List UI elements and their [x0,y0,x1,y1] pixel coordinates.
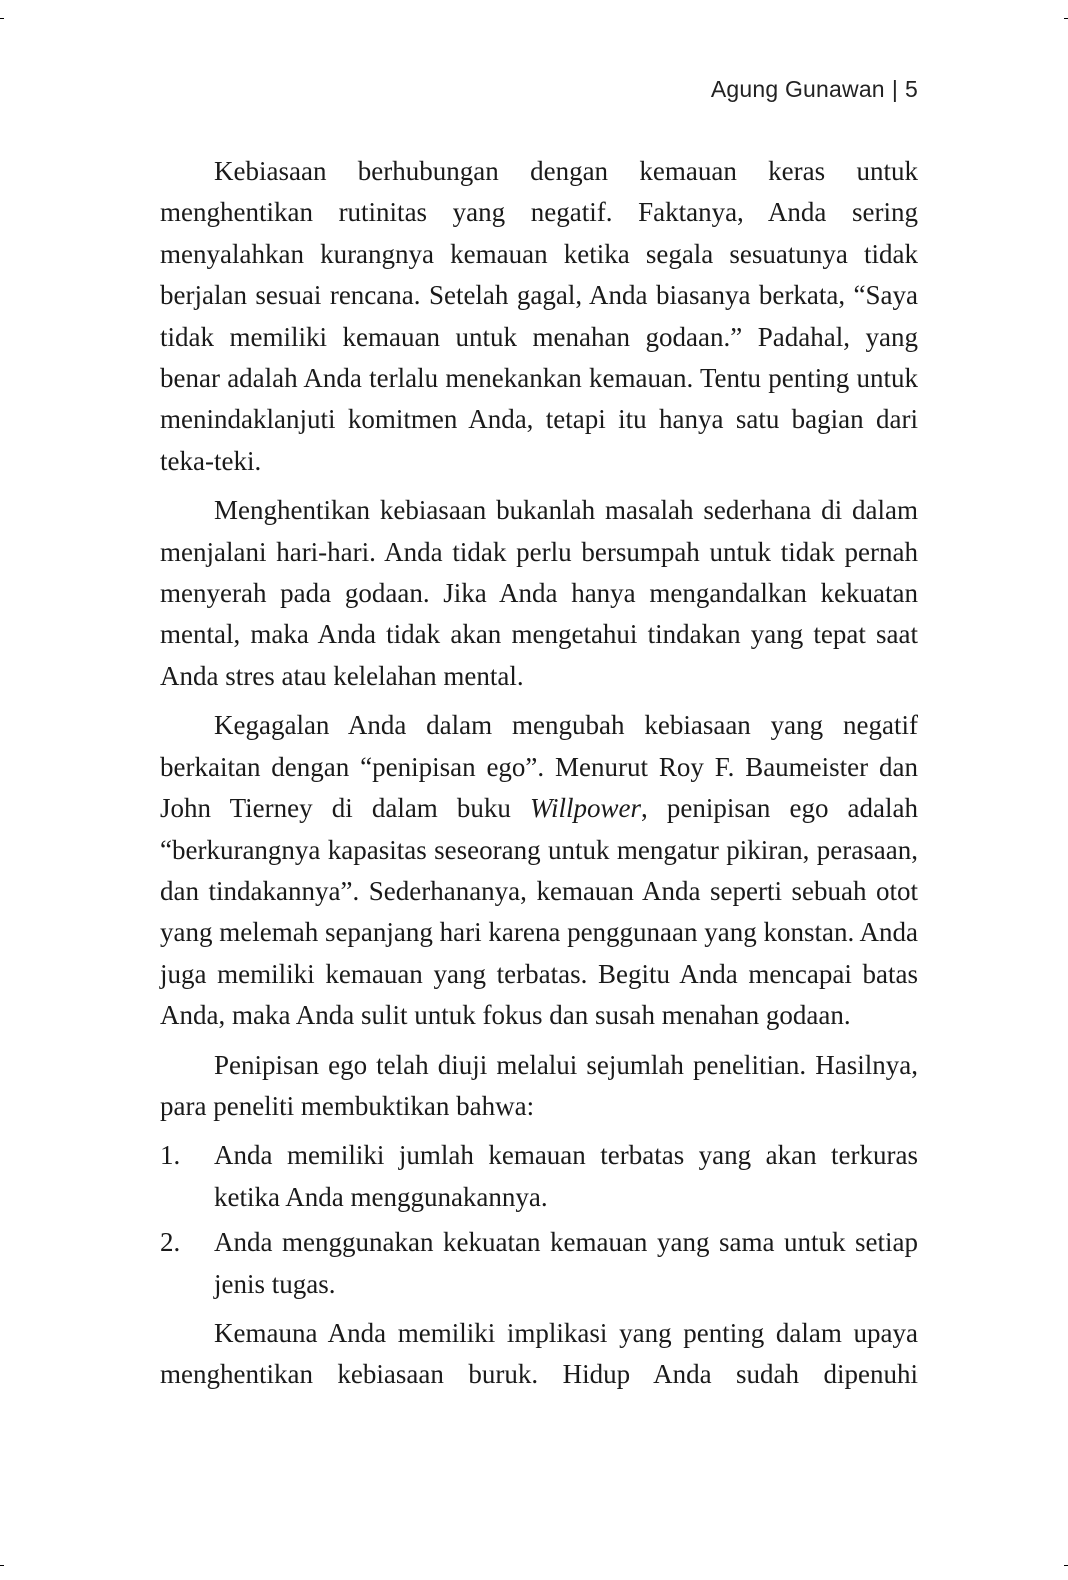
paragraph-3-text-b: , penipisan ego adalah “berkurangnya kapasitas seseorang untuk mengatur pikiran, perasaan, dan tindakannya”. Sederhananya, kemauan Anda seperti sebuah otot yang melemah sepanjang hari karena penggunaan yang konstan. Anda juga memiliki kemauan yang terbatas. Begitu Anda mencapai batas Anda, maka Anda sulit untuk fokus dan susah menahan godaan. [160,793,919,1031]
list-item [160,1135,918,1218]
paragraph-5: Kemauna Anda memiliki implikasi yang penting dalam upaya menghentikan kebiasaan buruk. Hidup Anda sudah dipenuhi [160,1317,918,1390]
author-name: Agung Gunawan [710,76,885,102]
list-item-text: Anda memiliki jumlah kemauan terbatas yang akan terkuras ketika Anda menggunakannya. [214,1140,918,1212]
numbered-list [160,1135,918,1305]
paragraph-3-text-a: Kegagalan Anda dalam mengubah kebiasaan yang negatif berkaitan dengan “penipisan ego”. Menurut Roy F. Baumeister dan John Tierney di dalam buku [160,710,918,824]
crop-mark-bottom-left [0,1565,4,1566]
paragraph-3 [160,705,918,1036]
body-text [160,151,918,1404]
list-item [160,1222,918,1305]
paragraph-4: Penipisan ego telah diuji melalui sejumlah penelitian. Hasilnya, para peneliti membuktikan bahwa: [160,1049,918,1121]
list-item-text: Anda menggunakan kekuatan kemauan yang sama untuk setiap jenis tugas. [214,1227,918,1299]
header-separator: | [891,76,898,102]
running-header [711,76,918,103]
page-number: 5 [905,76,918,102]
crop-mark-top-left [0,18,4,19]
crop-mark-top-right [1064,18,1068,19]
list-item-number: 1. [160,1140,181,1171]
paragraph-2: Menghentikan kebiasaan bukanlah masalah sederhana di dalam menjalani hari-hari. Anda tidak perlu bersumpah untuk tidak pernah menyerah pada godaan. Jika Anda hanya mengandalkan kekuatan mental, maka Anda tidak akan mengetahui tindakan yang tepat saat Anda stres atau kelelahan mental. [160,495,918,691]
list-item-number: 2. [160,1227,181,1258]
book-title-willpower: Willpower [530,793,642,824]
paragraph-1: Kebiasaan berhubungan dengan kemauan keras untuk menghentikan rutinitas yang negatif. Faktanya, Anda sering menyalahkan kurangnya kemauan ketika segala sesuatunya tidak berjalan sesuai rencana. Setelah gagal, Anda biasanya berkata, “Saya tidak memiliki kemauan untuk menahan godaan.” Padahal, yang benar adalah Anda terlalu menekankan kemauan. Tentu penting untuk menindaklanjuti komitmen Anda, tetapi itu hanya satu bagian dari teka-teki. [160,156,918,476]
crop-mark-bottom-right [1064,1565,1068,1566]
